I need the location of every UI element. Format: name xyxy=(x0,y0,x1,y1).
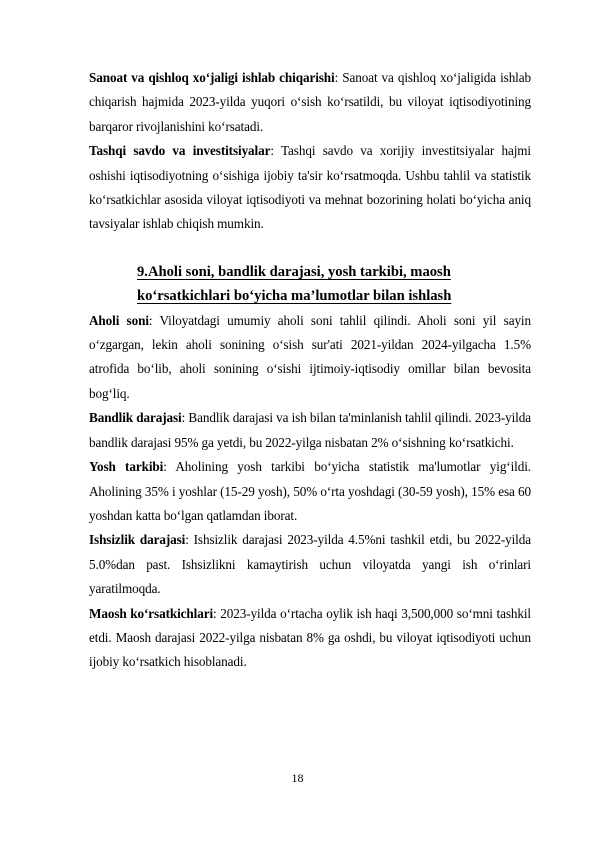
term-age-structure: Yosh tarkibi xyxy=(89,459,164,475)
text-unemployment: : Ishsizlik darajasi 2023-yilda 4.5%ni tashkil etdi, bu 2022-yilda 5.0%dan past. Ishsizlikni kamaytirish uchun viloyatda yangi ish o‘rinlari yaratilmoqda. xyxy=(89,532,531,597)
section-heading xyxy=(89,260,531,309)
term-population: Aholi soni xyxy=(89,312,149,328)
paragraph-foreign-trade xyxy=(89,139,531,237)
paragraph-age-structure xyxy=(89,455,531,528)
term-industry-agriculture: Sanoat va qishloq xo‘jaligi ishlab chiqarishi xyxy=(89,70,335,85)
term-foreign-trade: Tashqi savdo va investitsiyalar xyxy=(89,143,271,159)
paragraph-salary xyxy=(89,602,531,675)
text-age-structure: : Aholining yosh tarkibi bo‘yicha statistik ma'lumotlar yig‘ildi. Aholining 35% i yoshlar (15-29 yosh), 50% o‘rta yoshdagi (30-59 yosh), 15% esa 60 yoshdan katta bo‘lgan qatlamdan iborat. xyxy=(89,459,531,523)
paragraph-population xyxy=(89,309,531,407)
paragraph-unemployment xyxy=(89,528,531,601)
section-heading-line-1: 9.Aholi soni, bandlik darajasi, yosh tarkibi, maosh xyxy=(137,263,451,280)
text-employment: : Bandlik darajasi va ish bilan ta'minlanish tahlil qilindi. 2023-yilda bandlik darajasi 95% ga yetdi, bu 2022-yilga nisbatan 2% o‘sishning ko‘rsatkichi. xyxy=(89,410,531,450)
paragraph-employment xyxy=(89,406,531,455)
term-unemployment: Ishsizlik darajasi xyxy=(89,532,186,548)
text-foreign-trade: : Tashqi savdo va xorijiy investitsiyalar hajmi oshishi iqtisodiyotning o‘sishiga ijobiy ta'sir ko‘rsatmoqda. Ushbu tahlil va statistik ko‘rsatkichlar asosida viloyat iqtisodiyoti va mehnat bozorining holati bo‘yicha aniq tavsiyalar ishlab chiqish mumkin. xyxy=(89,143,531,232)
text-salary: : 2023-yilda o‘rtacha oylik ish haqi 3,500,000 so‘mni tashkil etdi. Maosh darajasi 2022-yilga nisbatan 8% ga oshdi, bu viloyat iqtisodiyoti uchun ijobiy ko‘rsatkich hisoblanadi. xyxy=(89,605,531,670)
text-industry-agriculture: : Sanoat va qishloq xo‘jaligida ishlab chiqarish hajmida 2023-yilda yuqori o‘sish ko‘rsatildi, bu viloyat iqtisodiyotining barqaror rivojlanishini ko‘rsatadi. xyxy=(89,70,531,134)
page-content xyxy=(89,66,531,675)
page-number: 18 xyxy=(291,771,304,785)
section-heading-line-2: ko‘rsatkichlari bo‘yicha ma’lumotlar bilan ishlash xyxy=(137,288,452,305)
text-population: : Viloyatdagi umumiy aholi soni tahlil qilindi. Aholi soni yil sayin o‘zgargan, lekin aholi sonining o‘sish sur'ati 2021-yildan 2024-yilgacha 1.5% atrofida bo‘lib, aholi sonining o‘sishi ijtimoiy-iqtisodiy omillar bilan bevosita bog‘liq. xyxy=(89,312,531,401)
paragraph-industry-agriculture xyxy=(89,66,531,139)
term-employment: Bandlik darajasi xyxy=(89,410,182,426)
term-salary: Maosh ko‘rsatkichlari xyxy=(89,605,214,621)
